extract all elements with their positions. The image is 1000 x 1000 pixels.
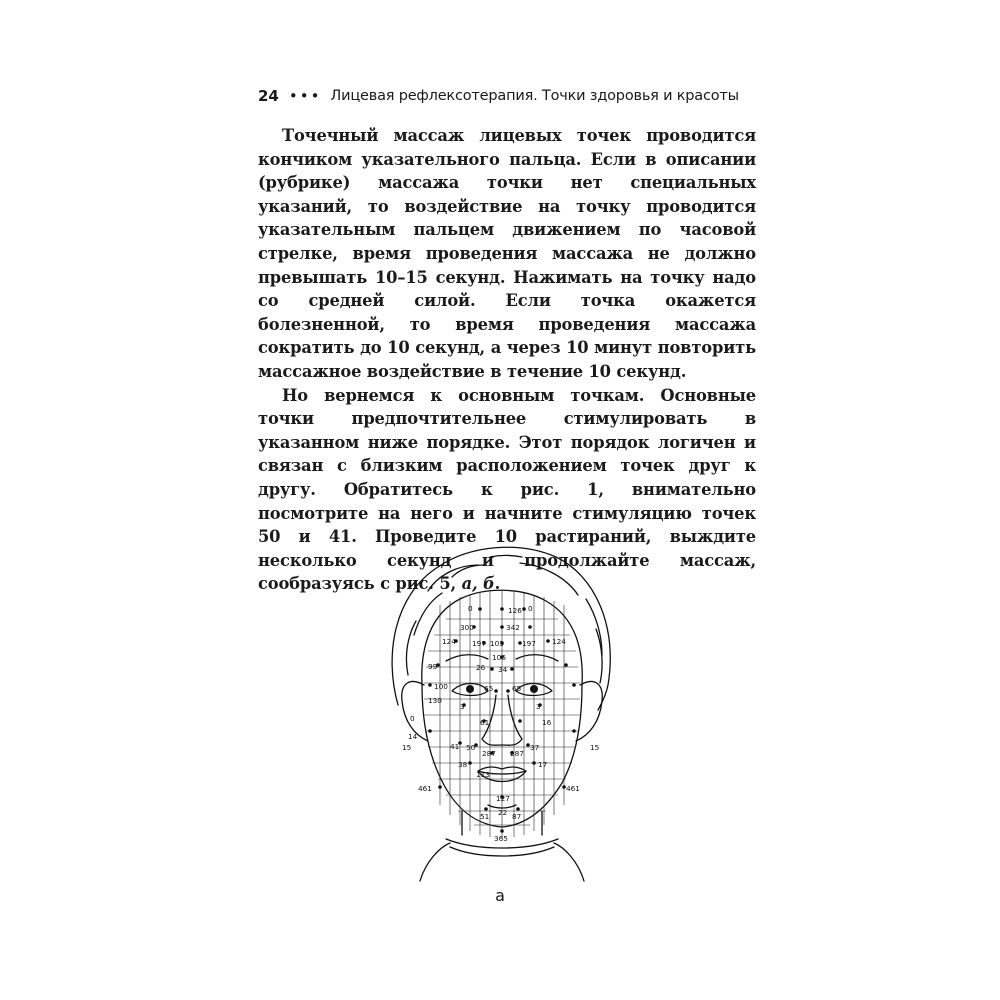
point-label: 0: [468, 604, 473, 613]
point-label: 127: [496, 794, 510, 803]
left-brow: [446, 655, 488, 661]
point-label: 61: [480, 718, 490, 727]
point-label: 103: [490, 639, 504, 648]
figure-caption: а: [495, 886, 505, 905]
point-label: 130: [428, 696, 442, 705]
point-label: 287: [482, 749, 496, 758]
point-label: 126: [508, 606, 522, 615]
point-label: 15: [402, 743, 412, 752]
point-label: 26: [476, 663, 486, 672]
point-label: 3: [460, 702, 465, 711]
point-label: 38: [458, 760, 468, 769]
paragraph-2-end: .: [494, 574, 501, 594]
header-dots: •••: [288, 87, 322, 105]
point-label: 50: [466, 743, 476, 752]
page-number: 24: [258, 87, 279, 105]
point-label: 15: [590, 743, 600, 752]
point-label: 197: [472, 639, 486, 648]
point-label: 461: [566, 784, 580, 793]
point-label: 16: [542, 718, 552, 727]
point-label: 100: [434, 682, 448, 691]
point-label: 106: [492, 653, 506, 662]
face-illustration: [380, 535, 625, 885]
paragraph-1: Точечный массаж лицевых точек проводится кончиком указательного пальца. Если в описании (рубрике) массажа точки нет специальных указаний, то воздействие на точку проводится указательным пальцем движением по часовой стрелке, время проведения массажа не должно превышать 10–15 секунд. Нажимать на точку надо со средней силой. Если точка окажется болезненной, то время проведения массажа сократить до 10 секунд, а через 10 минут повторить массажное воздействие в течение 10 секунд.: [258, 126, 756, 381]
point-label: 87: [512, 812, 522, 821]
point-label: 0: [410, 714, 415, 723]
point-label: 124: [442, 637, 456, 646]
point-label: 22: [498, 808, 508, 817]
point-label: 287: [510, 749, 524, 758]
point-label: 51: [480, 812, 490, 821]
point-label: 124: [552, 637, 566, 646]
point-label: 17: [538, 760, 548, 769]
point-label: 300: [460, 623, 474, 632]
right-ear: [576, 682, 602, 741]
point-label: 197: [522, 639, 536, 648]
face-points-figure: [380, 535, 625, 885]
point-label: 461: [418, 784, 432, 793]
point-label: 3: [536, 702, 541, 711]
point-label: 14: [408, 732, 418, 741]
point-label: 113: [476, 770, 490, 779]
point-label: 37: [530, 743, 540, 752]
point-label: 342: [506, 623, 520, 632]
paragraph-2-text: Но вернемся к основным точкам. Основные точки предпочтительнее стимулировать в указанном ниже порядке. Этот порядок логичен и связан с близким расположением точек друг к другу. Обратитесь к рис. 1, внимательно посмотрите на него и начните стимуляцию точек 50 и 41. Проведите 10 растираний, выждите несколько секунд и продолжайте массаж, сообразуясь с рис. 5,: [258, 385, 756, 594]
point-label: 65: [512, 684, 522, 693]
hair-outline: [392, 547, 610, 710]
collar-edge: [420, 843, 584, 881]
right-brow: [516, 655, 558, 661]
figure-reference-italic: а, б: [461, 574, 495, 594]
point-label: 365: [494, 834, 508, 843]
point-label: 34: [498, 665, 508, 674]
point-label: 41: [450, 742, 460, 751]
point-label: 0: [528, 604, 533, 613]
body-text: [258, 124, 756, 596]
point-label: 65: [484, 684, 494, 693]
point-label: 99: [428, 662, 438, 671]
page-header: [258, 86, 758, 106]
running-title: Лицевая рефлексотерапия. Точки здоровья и красоты: [330, 88, 739, 104]
